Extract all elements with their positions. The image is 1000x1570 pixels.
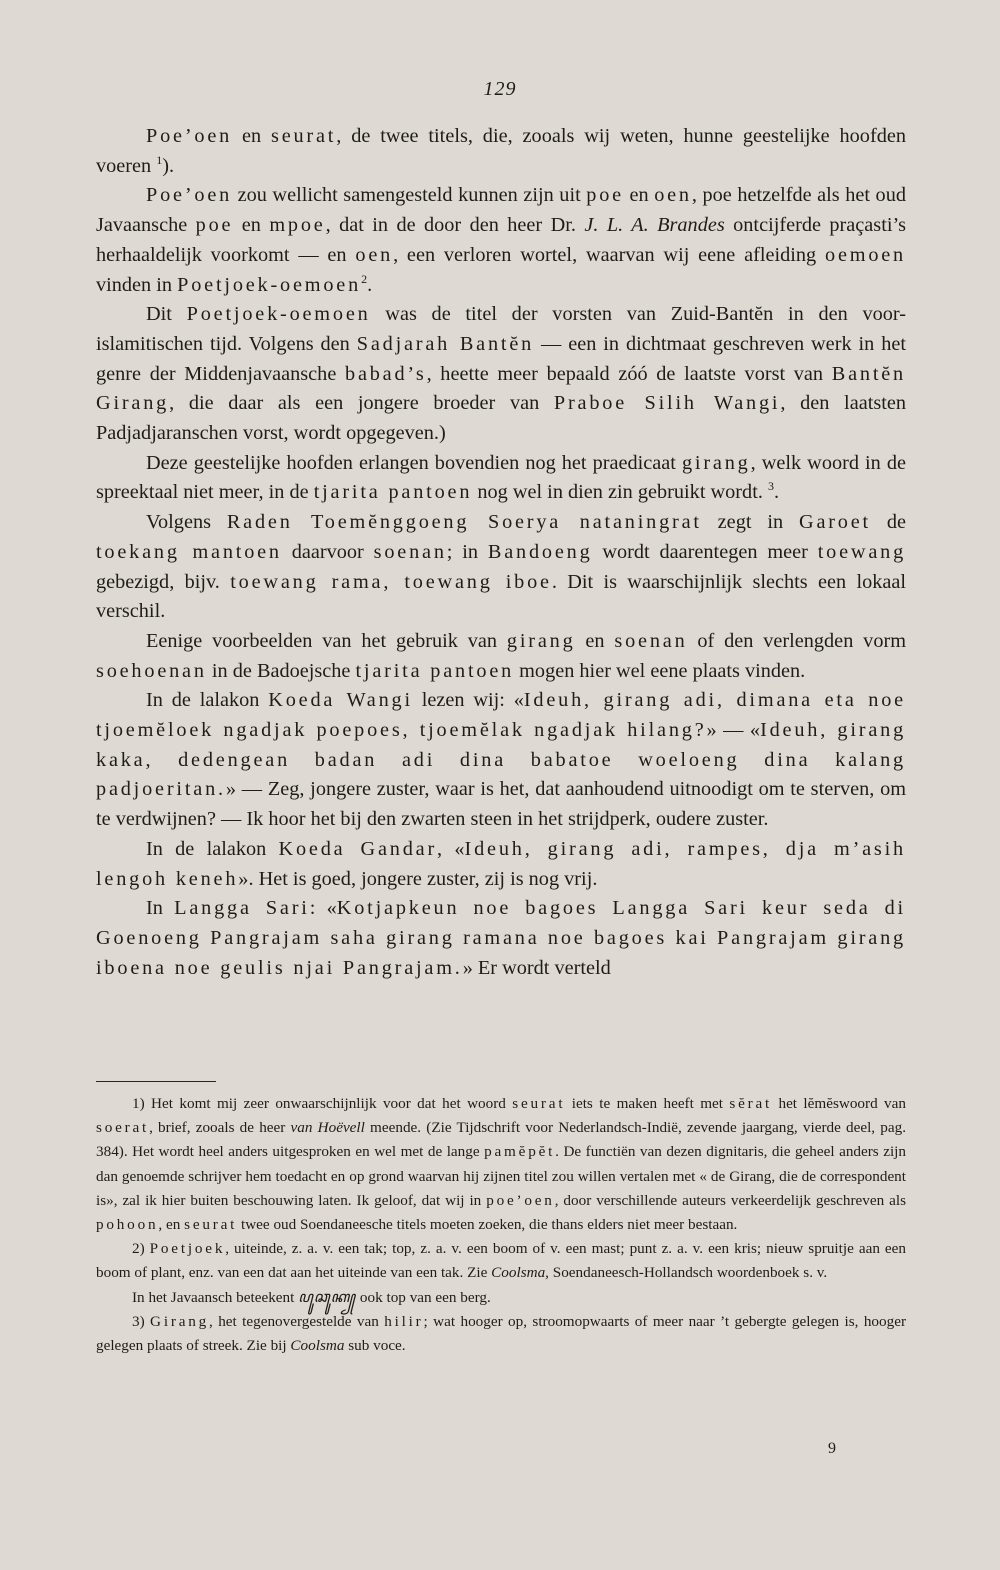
text: nog wel in dien zin gebruikt wordt. xyxy=(472,481,768,504)
term: poe’oen xyxy=(486,1191,555,1209)
footnote-mark: 1) xyxy=(132,1095,145,1112)
term: seurat xyxy=(271,125,337,147)
paragraph-6 xyxy=(96,627,906,686)
term: toewang rama, toewang iboe xyxy=(230,570,552,593)
text: . Dit is waarschijnlijk slechts een lokaal verschil. xyxy=(96,570,907,623)
term: Raden Toemĕnggoeng Soerya nataningrat xyxy=(226,511,702,534)
author-name: Coolsma xyxy=(491,1264,546,1282)
text: zegt in xyxy=(701,511,799,534)
footnote-ref: 3 xyxy=(767,479,774,494)
paragraph-2 xyxy=(96,181,906,300)
text: was de titel der vorsten van Zuid-Bantĕn in den voor-islamitischen tijd. Volgens den xyxy=(96,303,906,355)
text: Eenige voorbeelden van het gebruik van xyxy=(146,629,507,652)
term: toewang xyxy=(817,540,907,563)
term: Bantĕn Girang xyxy=(96,362,906,415)
text: , een verloren wortel, waarvan wij eene afleiding xyxy=(393,243,825,266)
text: In het Javaansch beteekent xyxy=(132,1288,299,1306)
text: , die daar als een jongere broeder van xyxy=(169,392,554,415)
page-number: 129 xyxy=(483,78,517,100)
text: , heette meer bepaald zóó de laatste vorst van xyxy=(426,362,832,385)
text: . xyxy=(773,481,780,504)
text: In de lalakon xyxy=(146,837,279,860)
term: seurat xyxy=(184,1216,238,1234)
term: Koeda Gandar xyxy=(278,837,438,860)
term: Koeda Wangi xyxy=(268,689,413,712)
footnote-2-continuation xyxy=(96,1286,906,1310)
term: pohoon xyxy=(96,1216,159,1234)
text: — een in dichtmaat geschreven werk in het genre der Middenjavaansche xyxy=(96,332,906,385)
term: seurat xyxy=(512,1095,566,1112)
term: soenan xyxy=(373,540,447,563)
text: , den laatsten Padjadjaranschen vorst, wordt opgegeven.) xyxy=(96,392,907,445)
paragraph-7 xyxy=(96,686,906,835)
term: mpoe xyxy=(269,214,326,237)
term: Bandoeng xyxy=(487,540,593,563)
footnote-mark: 3) xyxy=(132,1312,145,1330)
term: oen xyxy=(355,243,394,266)
text: , poe hetzelfde als het oud Javaansche xyxy=(96,184,906,237)
footnote-divider xyxy=(96,1081,216,1082)
term: Poe’oen xyxy=(146,184,233,207)
text: , en xyxy=(158,1216,185,1234)
text: , « xyxy=(437,837,465,860)
main-text xyxy=(96,122,906,983)
text: of den verlengden vorm xyxy=(687,629,906,652)
text: ontcijferde praçasti’s herhaaldelijk voorkomt — en xyxy=(96,214,906,266)
quote: Ideuh, girang kaka, dedengean badan adi dina babatoe woeloeng dina kalang padjoeritan. xyxy=(96,719,907,801)
author-name: van Hoëvell xyxy=(290,1119,365,1137)
text: in de Badoejsche xyxy=(206,659,356,682)
text: twee oud Soendaneesche titels moeten zoeken, die thans elders niet meer bestaan. xyxy=(237,1216,738,1234)
term: Poetjoek xyxy=(149,1240,226,1258)
term: soenan xyxy=(614,629,688,652)
term: babad’s xyxy=(345,362,427,385)
author-name: Coolsma xyxy=(290,1337,345,1355)
paragraph-9 xyxy=(96,894,906,983)
text: mogen hier wel eene plaats vinden. xyxy=(514,659,806,682)
term: oemoen xyxy=(825,243,907,266)
text: » Er wordt verteld xyxy=(462,956,611,979)
text: wordt daarentegen meer xyxy=(592,540,818,563)
quote: Ideuh, girang adi, rampes, dja m’asih lengoh keneh xyxy=(96,837,906,890)
footnote-2 xyxy=(96,1237,906,1285)
text: Het komt mij zeer onwaarschijnlijk voor dat het woord xyxy=(144,1095,513,1112)
footnote-ref: 1 xyxy=(156,152,163,167)
footnote-ref: 2 xyxy=(361,271,368,286)
text: , de twee titels, die, zooals wij weten, hunne geestelijke hoofden voeren xyxy=(96,125,906,177)
term: Garoet xyxy=(799,511,871,534)
text: . De functiën van dezen dignitaris, die geheel anders zijn dan genoemde schrijver hem toedacht en op grond waarvan hij zijnen titel zou willen vertalen met « de Girang, die de correspondent is», zal ik hier buiten beschouwing laten. Ik geloof, dat wij in xyxy=(96,1143,906,1209)
text: Dit xyxy=(146,303,187,326)
text: » — « xyxy=(706,719,761,742)
term: Poetjoek-oemoen xyxy=(177,273,362,296)
footnote-mark: 2) xyxy=(132,1240,145,1258)
text: ook top van een berg. xyxy=(356,1288,491,1306)
text: Deze geestelijke hoofden erlangen bovendien nog het praedicaat xyxy=(146,451,682,474)
text: , dat in de door den heer Dr. xyxy=(325,214,585,237)
footnotes xyxy=(96,1092,906,1358)
text: daarvoor xyxy=(281,540,374,563)
paragraph-5 xyxy=(96,508,906,627)
text: gebezigd, bijv. xyxy=(96,570,231,593)
term: pamĕpĕt xyxy=(484,1143,556,1161)
quote: Ideuh, girang adi, dimana eta noe tjoemĕloek ngadjak poepoes, tjoemĕlak ngadjak hilang? xyxy=(96,689,906,742)
term: tjarita pantoen xyxy=(355,659,515,682)
paragraph-1 xyxy=(96,122,906,181)
text: en xyxy=(623,184,655,207)
term: Praboe Silih Wangi xyxy=(553,392,781,415)
term: Poetjoek-oemoen xyxy=(186,303,371,326)
term: toekang mantoen xyxy=(96,540,282,563)
term: oen xyxy=(654,184,692,207)
term: Sadjarah Bantĕn xyxy=(356,332,535,355)
term: poe xyxy=(195,214,234,237)
text: en xyxy=(233,214,270,237)
text: In xyxy=(146,897,175,920)
text: , door verschillende auteurs verkeerdelijk geschreven als xyxy=(554,1191,906,1209)
text: zou wellicht samengesteld kunnen zijn uit xyxy=(232,184,587,207)
text: vinden in xyxy=(96,273,178,296)
paragraph-3 xyxy=(96,300,906,449)
text: ». Het is goed, jongere zuster, zij is nog vrij. xyxy=(238,867,598,890)
paragraph-4 xyxy=(96,449,906,508)
sheet-signature: 9 xyxy=(828,1440,836,1457)
text: en xyxy=(575,629,615,652)
text: iets te maken heeft met xyxy=(565,1095,730,1112)
term: hilir xyxy=(384,1312,424,1330)
term: poe xyxy=(586,184,624,207)
text: het lĕmĕswoord van xyxy=(772,1095,906,1112)
text: : « xyxy=(309,897,337,920)
text: , Soendaneesch-Hollandsch woordenboek s. v. xyxy=(545,1264,828,1282)
text: , welk woord in de spreektaal niet meer, in de xyxy=(96,451,906,504)
term: girang xyxy=(681,451,751,474)
term: Langga Sari xyxy=(174,897,310,920)
term: girang xyxy=(506,629,576,652)
author-name: J. L. A. Brandes xyxy=(584,214,725,237)
text: , brief, zooals de heer xyxy=(149,1119,291,1137)
text: , uiteinde, z. a. v. een tak; top, z. a. v. een boom of v. een mast; punt z. a. v. een kris; nieuw spruitje aan een boom of plant, enz. van een dat aan het uiteinde van een tak. Zie xyxy=(96,1240,906,1282)
text: en xyxy=(232,125,271,147)
text: de xyxy=(870,511,906,534)
term: Girang xyxy=(150,1312,210,1330)
javanese-script: ꦥꦸꦕꦸꦏ꧀ xyxy=(298,1288,357,1306)
term: soehoenan xyxy=(96,659,207,682)
text: In de lalakon xyxy=(146,689,269,712)
text: sub voce. xyxy=(344,1337,406,1355)
text: meende. (Zie Tijdschrift voor Nederlandsch-Indië, zevende jaargang, vierde deel, pag. 384). Het wordt heel anders uitgesproken en wel met de lange xyxy=(96,1119,907,1161)
term: soerat xyxy=(96,1119,150,1137)
footnote-3 xyxy=(96,1310,906,1358)
text: lezen wij: « xyxy=(412,689,524,712)
text: Volgens xyxy=(146,511,227,534)
text: . xyxy=(367,273,373,296)
term: tjarita pantoen xyxy=(313,481,473,504)
footnote-1 xyxy=(96,1092,906,1237)
term: Poe’oen xyxy=(146,125,233,147)
text: ; wat hooger op, stroomopwaarts of meer naar ’t gebergte gelegen is, hooger gelegen plaats of streek. Zie bij xyxy=(96,1312,907,1355)
text: ; in xyxy=(446,540,488,563)
text: » — Zeg, jongere zuster, waar is het, dat aanhoudend uitnoodigt om te sterven, om te verdwijnen? — Ik hoor het bij den zwarten steen in het strijdperk, oudere zuster. xyxy=(96,778,906,831)
quote: Kotjapkeun noe bagoes Langga Sari keur seda di Goenoeng Pangrajam saha girang ramana noe bagoes kai Pangrajam girang iboena noe geulis njai Pangrajam. xyxy=(96,897,906,979)
text: , het tegenovergestelde van xyxy=(209,1312,385,1330)
term: sĕrat xyxy=(729,1095,773,1112)
text: ). xyxy=(162,154,175,177)
paragraph-8 xyxy=(96,835,906,894)
